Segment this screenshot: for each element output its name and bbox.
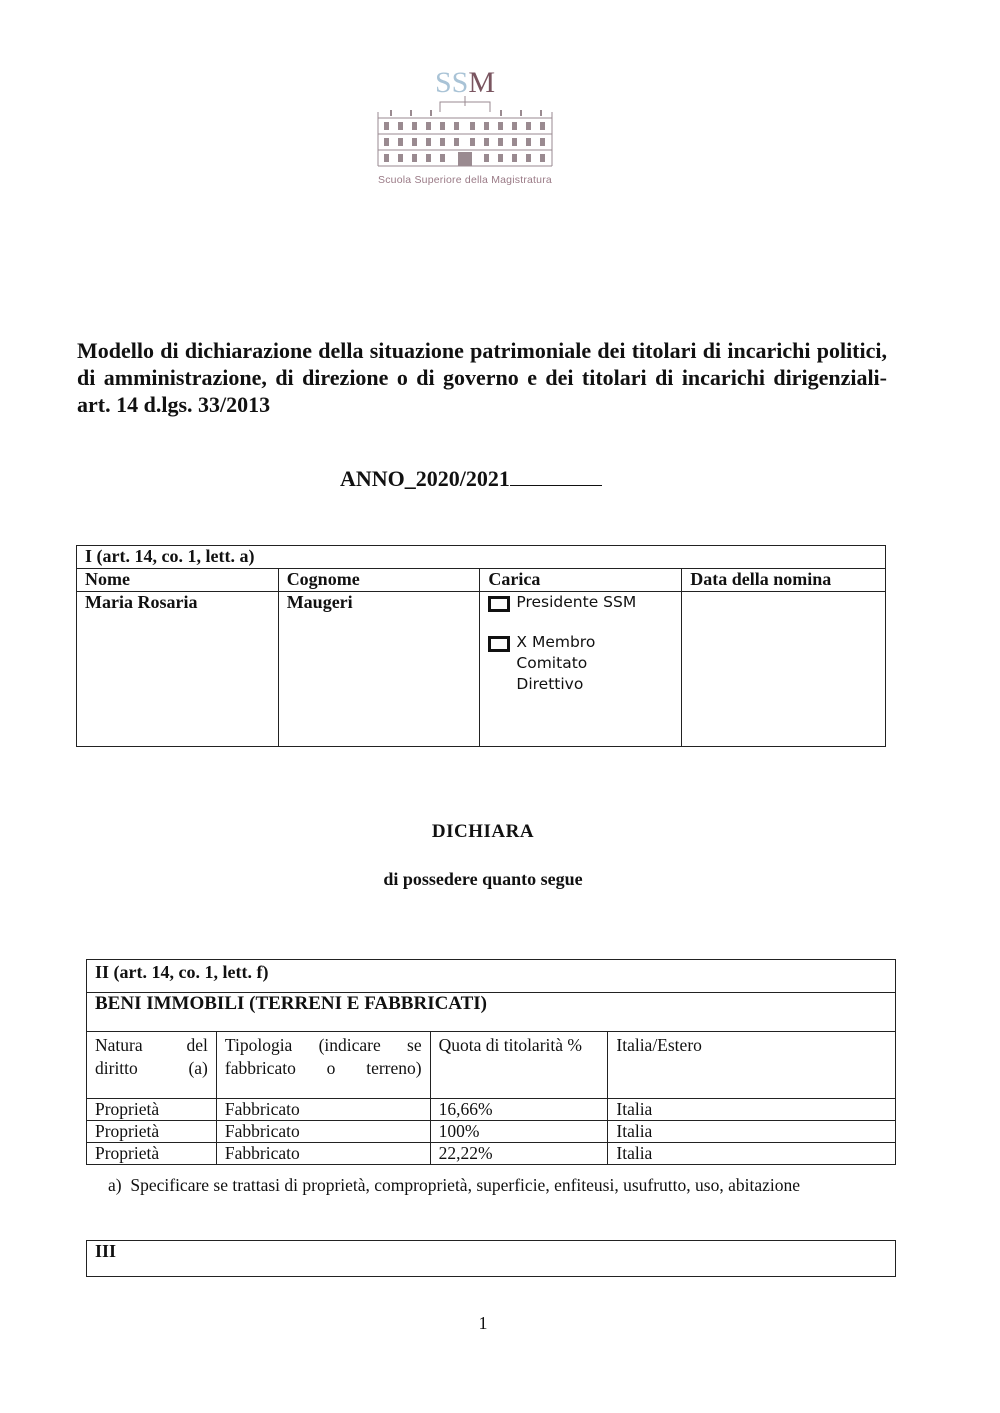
- cell-italia-estero: Italia: [608, 1143, 896, 1165]
- header-quota: Quota di titolarità %: [430, 1032, 608, 1099]
- year-blank-line: [510, 467, 602, 486]
- cell-italia-estero: Italia: [608, 1099, 896, 1121]
- cell-quota: 16,66%: [430, 1099, 608, 1121]
- document-title: Modello di dichiarazione della situazione patrimoniale dei titolari di incarichi politici, di amministrazione, di direzione o di governo e dei titolari di incarichi dirigenziali- art. 14 d.lgs. 33/2013: [77, 338, 887, 417]
- header-carica: Carica: [480, 569, 682, 592]
- section2-table: [86, 959, 896, 1165]
- section1-table: [76, 545, 886, 747]
- footnote: [108, 1175, 800, 1196]
- cell-natura: Proprietà: [87, 1143, 217, 1165]
- section2-title: BENI IMMOBILI (TERRENI E FABBRICATI): [87, 993, 896, 1032]
- header-tipologia: Tipologia (indicare se fabbricato o terreno): [216, 1032, 430, 1099]
- table-row: [87, 1143, 896, 1165]
- footnote-text: Specificare se trattasi di proprietà, comproprietà, superficie, enfiteusi, usufrutto, uso, abitazione: [130, 1175, 800, 1195]
- table-row: [87, 1121, 896, 1143]
- ssm-logo: [360, 62, 570, 192]
- checkbox-icon[interactable]: [488, 596, 510, 612]
- section3-table: [86, 1240, 896, 1277]
- footnote-marker: a): [108, 1175, 122, 1195]
- data-nomina-value: [682, 592, 886, 747]
- section2-label: II (art. 14, co. 1, lett. f): [87, 960, 896, 993]
- cognome-value: Maugeri: [278, 592, 480, 747]
- cell-natura: Proprietà: [87, 1121, 217, 1143]
- nome-value: Maria Rosaria: [77, 592, 279, 747]
- header-italia-estero: Italia/Estero: [608, 1032, 896, 1099]
- dichiara-heading: DICHIARA: [431, 821, 535, 842]
- carica-option-label: Presidente SSM: [516, 593, 637, 611]
- carica-option-membro[interactable]: [488, 632, 673, 695]
- cell-natura: Proprietà: [87, 1099, 217, 1121]
- logo-mark: SSM: [434, 66, 496, 99]
- year-label: ANNO_2020/2021: [340, 466, 510, 491]
- page-number: 1: [478, 1313, 488, 1333]
- header-cognome: Cognome: [278, 569, 480, 592]
- header-nome: Nome: [77, 569, 279, 592]
- checkbox-icon[interactable]: [488, 636, 510, 652]
- cell-quota: 22,22%: [430, 1143, 608, 1165]
- carica-cell: [480, 592, 682, 747]
- cell-tipologia: Fabbricato: [216, 1121, 430, 1143]
- ssm-building-logo-icon: [370, 62, 560, 172]
- carica-option-presidente[interactable]: [488, 592, 673, 613]
- carica-option-label: X Membro Comitato Direttivo: [516, 633, 596, 693]
- year-line: [340, 466, 602, 492]
- table-row: [87, 1099, 896, 1121]
- cell-tipologia: Fabbricato: [216, 1099, 430, 1121]
- header-natura-diritto: Natura del diritto (a): [87, 1032, 217, 1099]
- header-data-nomina: Data della nomina: [682, 569, 886, 592]
- section1-label: I (art. 14, co. 1, lett. a): [77, 546, 886, 569]
- cell-tipologia: Fabbricato: [216, 1143, 430, 1165]
- cell-italia-estero: Italia: [608, 1121, 896, 1143]
- logo-caption: Scuola Superiore della Magistratura: [378, 174, 552, 186]
- possedere-subheading: di possedere quanto segue: [383, 869, 583, 889]
- cell-quota: 100%: [430, 1121, 608, 1143]
- section3-label: III: [87, 1241, 896, 1277]
